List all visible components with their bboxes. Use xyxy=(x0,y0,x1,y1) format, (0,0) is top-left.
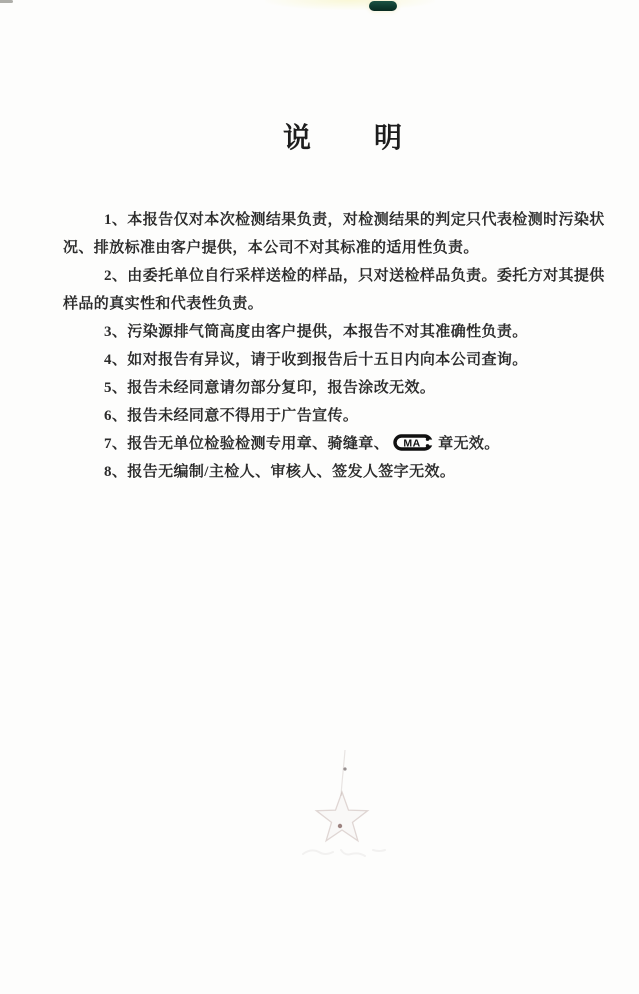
cma-stamp-label: MA xyxy=(403,437,421,450)
star-watermark xyxy=(298,742,390,862)
cma-stamp-icon xyxy=(393,434,434,451)
page-title xyxy=(283,122,402,156)
scan-corner-speck xyxy=(0,0,13,3)
note-line-2a: 2、由委托单位自行采样送检的样品，只对送检样品负责。委托方对其提供 xyxy=(104,268,605,284)
note-line-7 xyxy=(63,430,579,458)
title-char-right: 明 xyxy=(374,123,403,154)
notes-list xyxy=(63,206,605,486)
note-line-7-suffix: 章无效。 xyxy=(438,436,500,452)
note-line-1b: 况、排放标准由客户提供，本公司不对其标准的适用性负责。 xyxy=(63,240,479,256)
note-line-6: 6、报告未经同意不得用于广告宣传。 xyxy=(104,408,359,424)
note-line-8: 8、报告无编制/主检人、审核人、签发人签字无效。 xyxy=(104,464,456,480)
scan-top-green-mark xyxy=(369,1,397,11)
note-line-3: 3、污染源排气筒高度由客户提供，本报告不对其准确性负责。 xyxy=(104,324,528,340)
title-char-left: 说 xyxy=(283,123,312,154)
note-line-7-prefix: 7、报告无单位检验检测专用章、骑缝章、 xyxy=(104,436,390,452)
faint-scribble xyxy=(295,840,405,866)
note-line-4: 4、如对报告有异议，请于收到报告后十五日内向本公司查询。 xyxy=(104,352,528,368)
note-line-2b: 样品的真实性和代表性负责。 xyxy=(63,296,264,312)
note-line-5: 5、报告未经同意请勿部分复印，报告涂改无效。 xyxy=(104,380,436,396)
scan-top-streak xyxy=(265,0,435,10)
note-line-1a: 1、本报告仅对本次检测结果负责，对检测结果的判定只代表检测时污染状 xyxy=(104,212,605,228)
